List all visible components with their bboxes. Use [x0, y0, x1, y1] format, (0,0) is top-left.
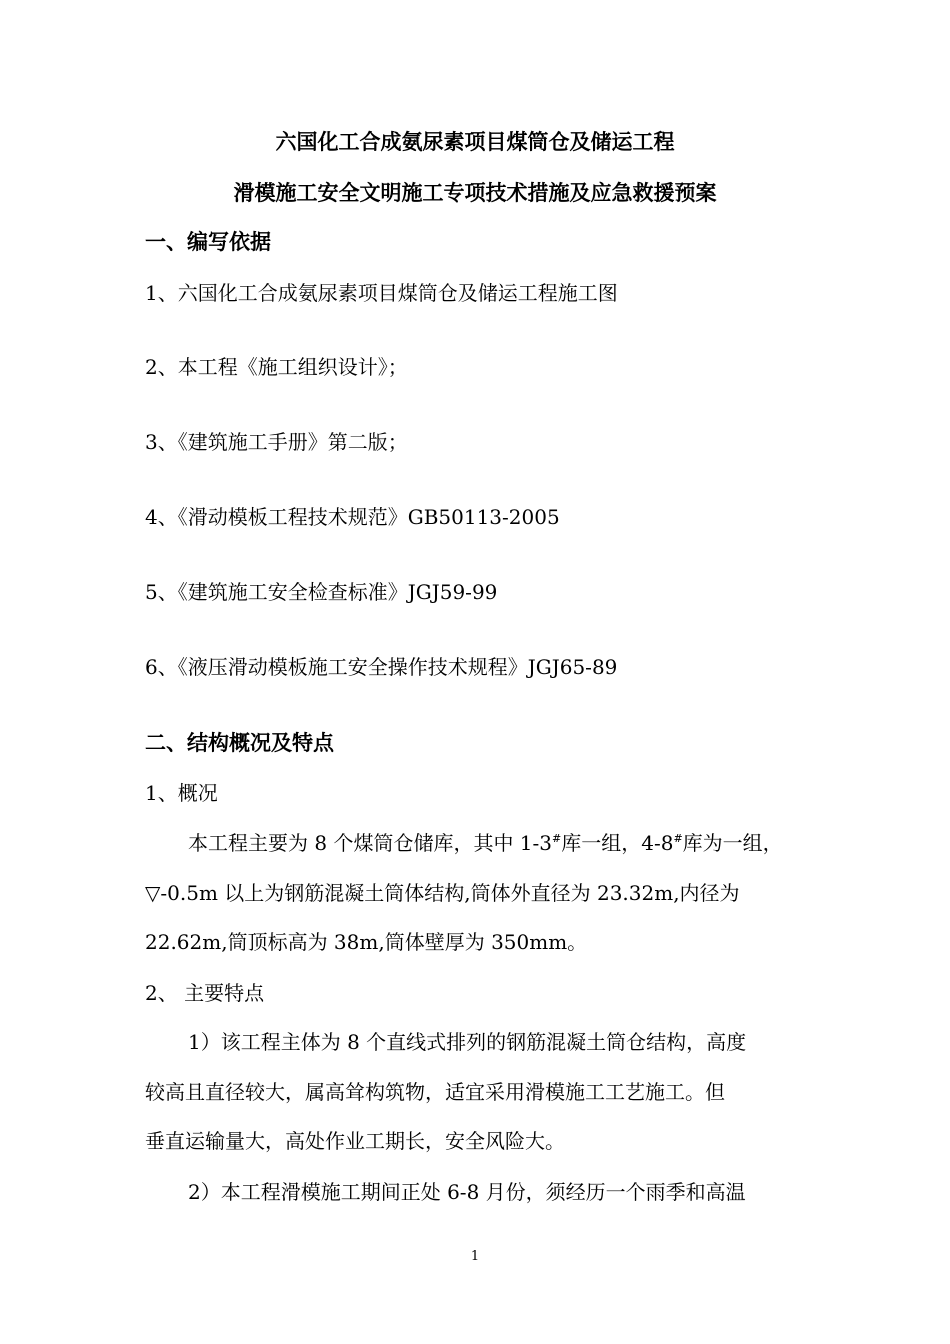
overview-line-2: ▽-0.5m 以上为钢筋混凝土筒体结构,筒体外直径为 23.32m,内径为 — [145, 881, 740, 905]
feature-1-line-2: 较高且直径较大，属高耸构筑物，适宜采用滑模施工工艺施工。但 — [145, 1080, 725, 1104]
overview-text-c: 库为一组， — [682, 831, 783, 855]
number-sign-sup-1: # — [552, 832, 562, 845]
feature-1-line-1: 1）该工程主体为 8 个直线式排列的钢筋混凝土筒仓结构，高度 — [188, 1030, 747, 1054]
reference-item-6: 6、《液压滑动模板施工安全操作技术规程》JGJ65-89 — [145, 655, 618, 679]
reference-item-2: 2、本工程《施工组织设计》； — [145, 355, 408, 379]
reference-item-3: 3、《建筑施工手册》第二版； — [145, 430, 408, 454]
reference-item-4: 4、《滑动模板工程技术规范》GB50113-2005 — [145, 505, 560, 529]
subsection-features: 2、 主要特点 — [145, 981, 265, 1005]
feature-1-line-3: 垂直运输量大，高处作业工期长，安全风险大。 — [145, 1129, 565, 1153]
overview-text-b: 库一组，4-8 — [561, 831, 674, 855]
reference-item-1: 1、六国化工合成氨尿素项目煤筒仓及储运工程施工图 — [145, 281, 618, 305]
page-number: 1 — [470, 1249, 480, 1264]
section-2-heading: 二、结构概况及特点 — [145, 730, 334, 755]
section-1-heading: 一、编写依据 — [145, 229, 271, 254]
overview-text-a: 本工程主要为 8 个煤筒仓储库，其中 1-3 — [188, 831, 553, 855]
number-sign-sup-2: # — [673, 832, 683, 845]
title-line-1: 六国化工合成氨尿素项目煤筒仓及储运工程 — [275, 129, 675, 154]
subsection-overview: 1、概况 — [145, 781, 218, 805]
reference-item-5: 5、《建筑施工安全检查标准》JGJ59-99 — [145, 580, 498, 604]
title-line-2: 滑模施工安全文明施工专项技术措施及应急救援预案 — [233, 180, 717, 205]
overview-line-1 — [188, 833, 783, 853]
feature-2-line-1: 2）本工程滑模施工期间正处 6-8 月份，须经历一个雨季和高温 — [188, 1180, 746, 1204]
overview-line-3: 22.62m,筒顶标高为 38m,筒体壁厚为 350mm。 — [145, 930, 588, 954]
